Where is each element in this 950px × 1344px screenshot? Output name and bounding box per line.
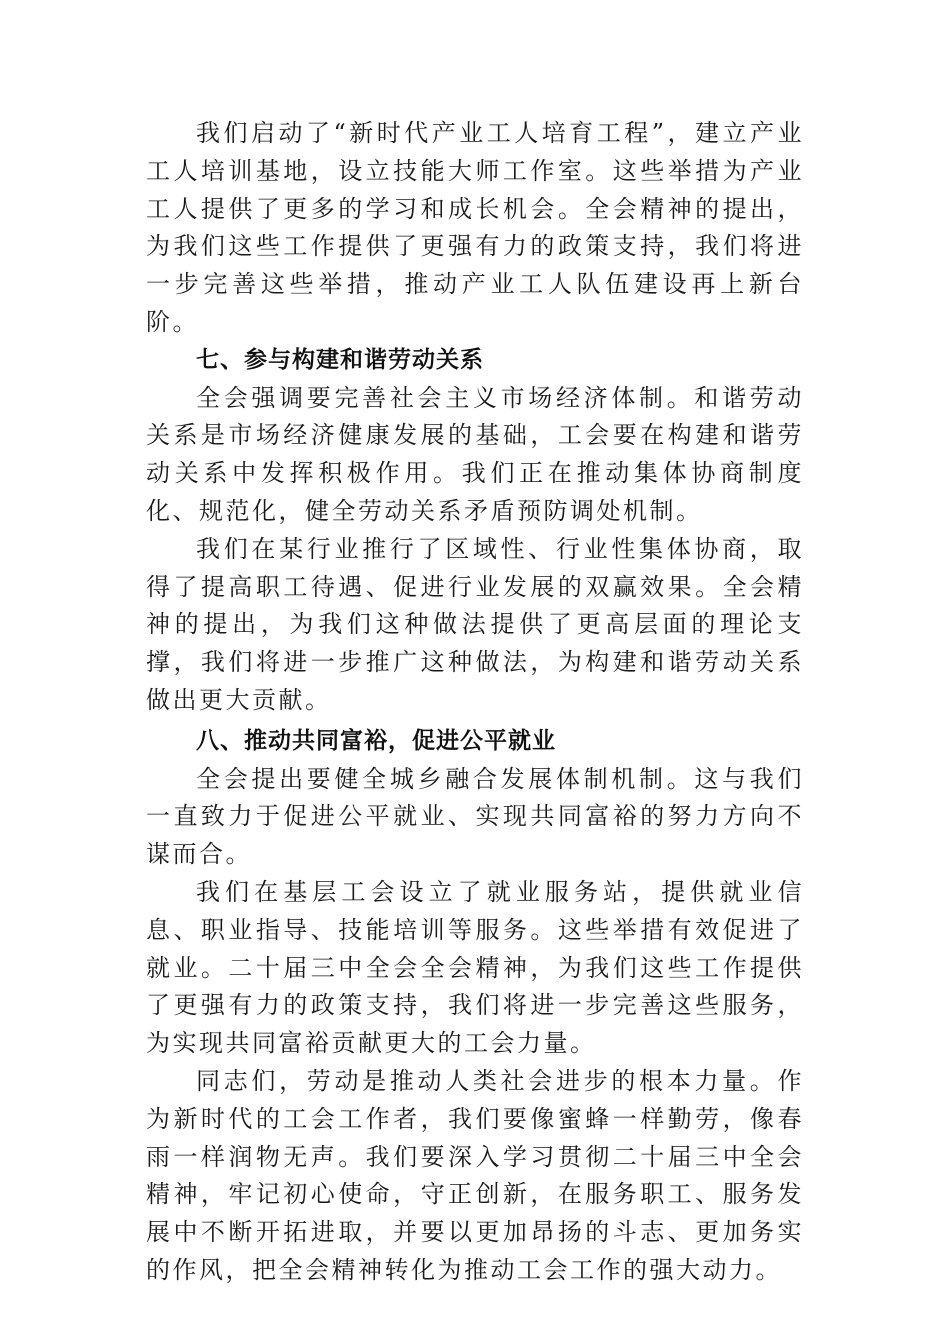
paragraph: 全会强调要完善社会主义市场经济体制。和谐劳动关系是市场经济健康发展的基础，工会要在构建和谐劳动关系中发挥积极作用。我们正在推动集体协商制度化、规范化，健全劳动关系矛盾预防调处机制。 <box>146 383 804 525</box>
paragraph: 我们启动了“新时代产业工人培育工程”，建立产业工人培训基地，设立技能大师工作室。这些举措为产业工人提供了更多的学习和成长机会。全会精神的提出，为我们这些工作提供了更强有力的政策支持，我们将进一步完善这些举措，推动产业工人队伍建设再上新台阶。 <box>146 119 804 336</box>
paragraph: 我们在某行业推行了区域性、行业性集体协商，取得了提高职工待遇、促进行业发展的双赢效果。全会精神的提出，为我们这种做法提供了更高层面的理论支撑，我们将进一步推广这种做法，为构建和谐劳动关系做出更大贡献。 <box>146 534 804 714</box>
section-heading-7: 七、参与构建和谐劳动关系 <box>196 346 484 373</box>
paragraph: 全会提出要健全城乡融合发展体制机制。这与我们一直致力于促进公平就业、实现共同富裕的努力方向不谋而合。 <box>146 764 804 869</box>
section-heading-8: 八、推动共同富裕，促进公平就业 <box>196 727 556 754</box>
paragraph: 同志们，劳动是推动人类社会进步的根本力量。作为新时代的工会工作者，我们要像蜜蜂一样勤劳，像春雨一样润物无声。我们要深入学习贯彻二十届三中全会精神，牢记初心使命，守正创新，在服务职工、服务发展中不断开拓进取，并要以更加昂扬的斗志、更加务实的作风，把全会精神转化为推动工会工作的强大动力。 <box>146 1066 804 1284</box>
paragraph: 我们在基层工会设立了就业服务站，提供就业信息、职业指导、技能培训等服务。这些举措有效促进了就业。二十届三中全会全会精神，为我们这些工作提供了更强有力的政策支持，我们将进一步完善这些服务，为实现共同富裕贡献更大的工会力量。 <box>146 877 804 1058</box>
document-body <box>146 115 804 1290</box>
